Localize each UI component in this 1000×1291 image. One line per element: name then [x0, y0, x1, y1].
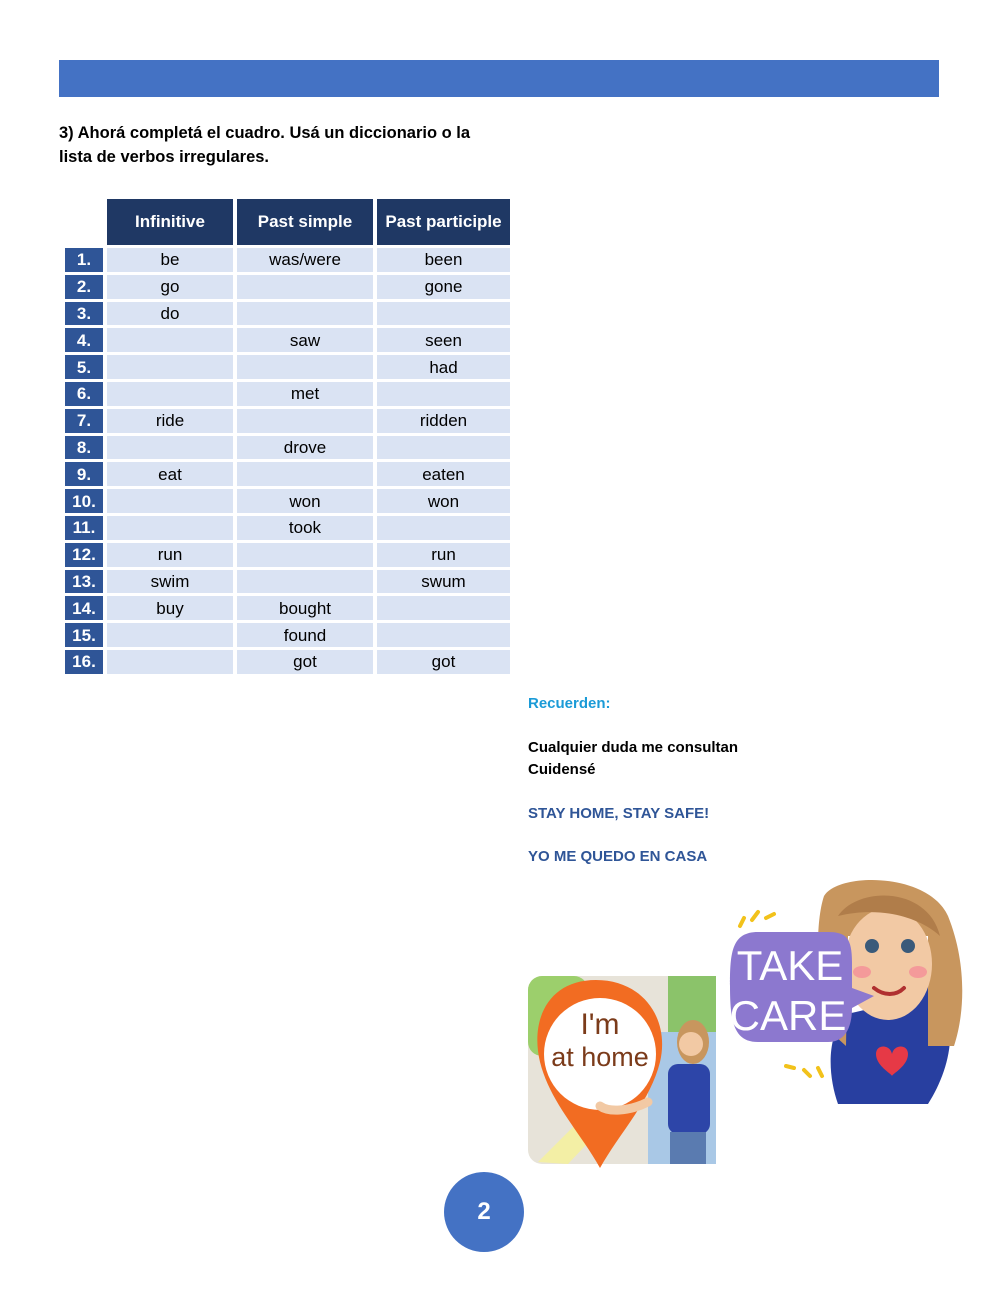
past-participle-cell[interactable]: had: [377, 355, 510, 379]
infinitive-cell[interactable]: [107, 516, 233, 540]
verb-table-body: [65, 248, 510, 674]
past-participle-cell[interactable]: [377, 436, 510, 460]
infinitive-cell[interactable]: be: [107, 248, 233, 272]
past-simple-cell[interactable]: found: [237, 623, 373, 647]
row-number: 6.: [65, 382, 103, 406]
header-past-simple: Past simple: [237, 199, 373, 245]
past-simple-cell[interactable]: saw: [237, 328, 373, 352]
infinitive-cell[interactable]: [107, 355, 233, 379]
header-blank: [65, 199, 103, 245]
table-row: [65, 248, 510, 272]
takecare-text-line1: TAKE: [736, 942, 844, 989]
row-number: 11.: [65, 516, 103, 540]
takecare-text-line2: CARE: [729, 992, 847, 1039]
row-number: 9.: [65, 462, 103, 486]
athome-text-line1: I'm: [580, 1008, 620, 1041]
past-simple-cell[interactable]: [237, 355, 373, 379]
row-number: 12.: [65, 543, 103, 567]
past-participle-cell[interactable]: won: [377, 489, 510, 513]
table-row: [65, 596, 510, 620]
row-number: 4.: [65, 328, 103, 352]
past-simple-cell[interactable]: [237, 409, 373, 433]
infinitive-cell[interactable]: swim: [107, 570, 233, 594]
past-participle-cell[interactable]: run: [377, 543, 510, 567]
infinitive-cell[interactable]: [107, 436, 233, 460]
table-row: [65, 489, 510, 513]
table-header-row: [65, 199, 510, 245]
table-row: [65, 570, 510, 594]
header-past-participle: Past participle: [377, 199, 510, 245]
infinitive-cell[interactable]: [107, 623, 233, 647]
past-simple-cell[interactable]: [237, 275, 373, 299]
row-number: 7.: [65, 409, 103, 433]
infinitive-cell[interactable]: [107, 489, 233, 513]
past-participle-cell[interactable]: swum: [377, 570, 510, 594]
quedo-en-casa-slogan: YO ME QUEDO EN CASA: [528, 848, 708, 865]
past-simple-cell[interactable]: was/were: [237, 248, 373, 272]
table-row: [65, 302, 510, 326]
past-simple-cell[interactable]: [237, 302, 373, 326]
table-row: [65, 275, 510, 299]
infinitive-cell[interactable]: ride: [107, 409, 233, 433]
past-participle-cell[interactable]: [377, 596, 510, 620]
table-row: [65, 328, 510, 352]
table-row: [65, 462, 510, 486]
past-participle-cell[interactable]: got: [377, 650, 510, 674]
table-row: [65, 355, 510, 379]
questions-note: Cualquier duda me consultan: [528, 739, 739, 756]
past-participle-cell[interactable]: been: [377, 248, 510, 272]
infinitive-cell[interactable]: [107, 650, 233, 674]
past-simple-cell[interactable]: won: [237, 489, 373, 513]
page-number-badge: 2: [444, 1172, 524, 1252]
top-banner: [59, 60, 939, 97]
table-row: [65, 382, 510, 406]
past-simple-cell[interactable]: [237, 543, 373, 567]
take-care-note: Cuidensé: [528, 761, 596, 778]
past-participle-cell[interactable]: seen: [377, 328, 510, 352]
past-participle-cell[interactable]: gone: [377, 275, 510, 299]
past-participle-cell[interactable]: eaten: [377, 462, 510, 486]
row-number: 5.: [65, 355, 103, 379]
verb-table: [61, 196, 514, 677]
table-row: [65, 623, 510, 647]
past-participle-cell[interactable]: [377, 516, 510, 540]
stay-home-slogan: STAY HOME, STAY SAFE!: [528, 805, 710, 822]
at-home-sticker: [528, 972, 718, 1168]
row-number: 13.: [65, 570, 103, 594]
past-simple-cell[interactable]: got: [237, 650, 373, 674]
row-number: 2.: [65, 275, 103, 299]
past-simple-cell[interactable]: took: [237, 516, 373, 540]
table-row: [65, 409, 510, 433]
athome-text-line2: at home: [551, 1042, 649, 1072]
infinitive-cell[interactable]: eat: [107, 462, 233, 486]
reminder-heading: Recuerden:: [528, 695, 611, 712]
infinitive-cell[interactable]: [107, 328, 233, 352]
past-participle-cell[interactable]: ridden: [377, 409, 510, 433]
row-number: 10.: [65, 489, 103, 513]
table-row: [65, 650, 510, 674]
table-row: [65, 516, 510, 540]
infinitive-cell[interactable]: buy: [107, 596, 233, 620]
table-row: [65, 436, 510, 460]
row-number: 3.: [65, 302, 103, 326]
exercise-instruction: 3) Ahorá completá el cuadro. Usá un diccionario o la lista de verbos irregulares.: [59, 124, 471, 166]
infinitive-cell[interactable]: go: [107, 275, 233, 299]
row-number: 14.: [65, 596, 103, 620]
row-number: 8.: [65, 436, 103, 460]
table-row: [65, 543, 510, 567]
infinitive-cell[interactable]: [107, 382, 233, 406]
row-number: 1.: [65, 248, 103, 272]
past-simple-cell[interactable]: [237, 462, 373, 486]
take-care-sticker: [728, 876, 968, 1106]
past-simple-cell[interactable]: bought: [237, 596, 373, 620]
past-participle-cell[interactable]: [377, 302, 510, 326]
infinitive-cell[interactable]: run: [107, 543, 233, 567]
past-participle-cell[interactable]: [377, 623, 510, 647]
infinitive-cell[interactable]: do: [107, 302, 233, 326]
past-simple-cell[interactable]: [237, 570, 373, 594]
row-number: 16.: [65, 650, 103, 674]
row-number: 15.: [65, 623, 103, 647]
past-participle-cell[interactable]: [377, 382, 510, 406]
past-simple-cell[interactable]: drove: [237, 436, 373, 460]
header-infinitive: Infinitive: [107, 199, 233, 245]
past-simple-cell[interactable]: met: [237, 382, 373, 406]
